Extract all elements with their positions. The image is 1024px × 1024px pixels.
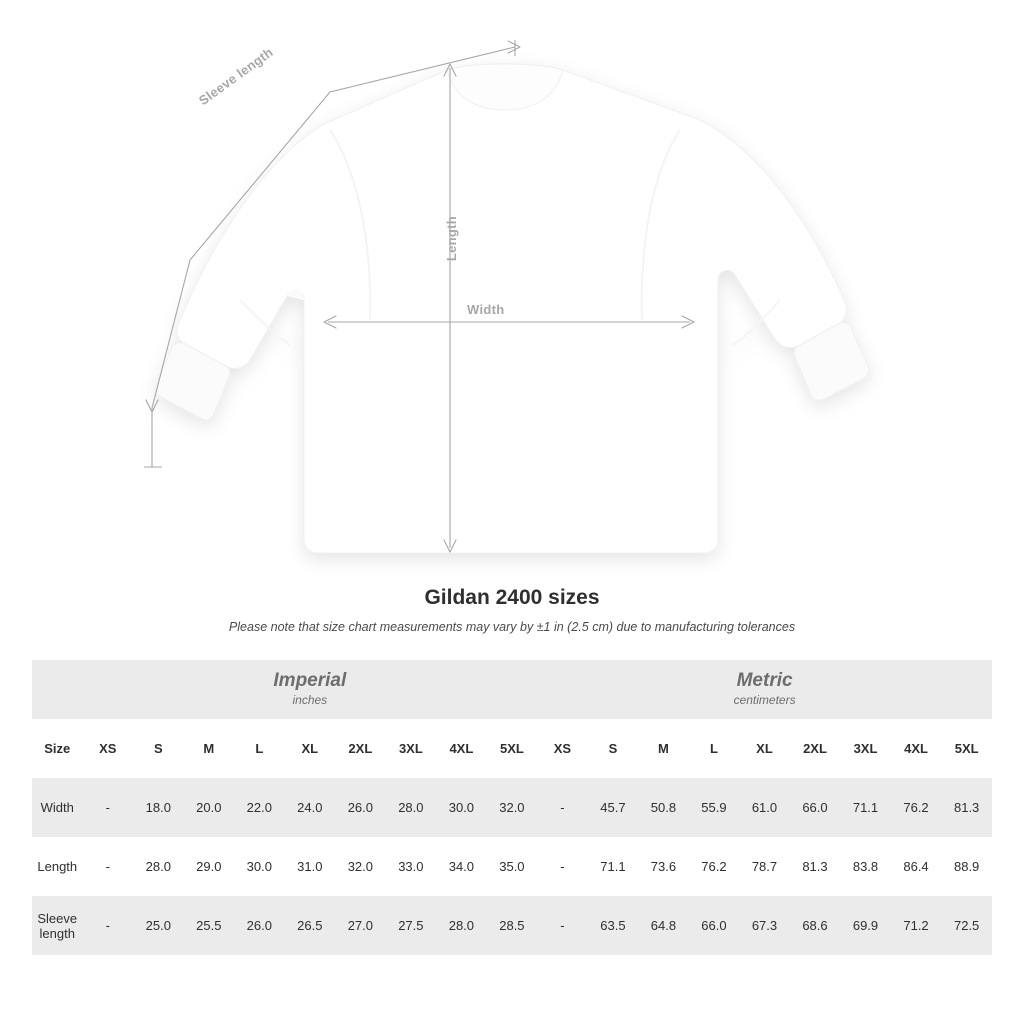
cell-width-metric-l: 55.9 (689, 778, 740, 837)
page-title: Gildan 2400 sizes (424, 586, 600, 609)
unit-title-metric: Metric (736, 669, 793, 691)
cell-width-imperial-4xl: 30.0 (436, 778, 487, 837)
cell-length-metric-s: 71.1 (588, 837, 639, 896)
cell-sleeve-metric-5xl: 72.5 (941, 896, 992, 955)
cell-width-imperial-l: 22.0 (234, 778, 285, 837)
cell-width-imperial-5xl: 32.0 (487, 778, 538, 837)
size-header-metric-4xl: 4XL (891, 719, 942, 778)
size-header-metric-2xl: 2XL (790, 719, 841, 778)
cell-sleeve-imperial-s: 25.0 (133, 896, 184, 955)
unit-sub-imperial: inches (292, 693, 328, 708)
sleeve-length-label: Sleeve length (196, 44, 276, 109)
cell-length-imperial-xs: - (83, 837, 134, 896)
cell-length-metric-l: 76.2 (689, 837, 740, 896)
cell-length-metric-xs: - (537, 837, 588, 896)
table-row (32, 837, 992, 896)
cell-length-metric-5xl: 88.9 (941, 837, 992, 896)
cell-sleeve-imperial-4xl: 28.0 (436, 896, 487, 955)
cell-length-imperial-5xl: 35.0 (487, 837, 538, 896)
cell-sleeve-metric-l: 66.0 (689, 896, 740, 955)
cell-length-imperial-xl: 31.0 (285, 837, 336, 896)
tolerance-note: Please note that size chart measurements may vary by ±1 in (2.5 cm) due to manufacturing tolerances (228, 620, 796, 634)
cell-width-metric-xl: 61.0 (739, 778, 790, 837)
unit-header-spacer (32, 660, 83, 719)
size-header-metric-5xl: 5XL (941, 719, 992, 778)
cell-length-metric-2xl: 81.3 (790, 837, 841, 896)
row-label-sleeve-length: Sleeve length (32, 896, 83, 955)
size-header-metric-xs: XS (537, 719, 588, 778)
cell-width-imperial-s: 18.0 (133, 778, 184, 837)
cell-sleeve-metric-3xl: 69.9 (840, 896, 891, 955)
cell-width-metric-2xl: 66.0 (790, 778, 841, 837)
cell-sleeve-imperial-m: 25.5 (184, 896, 235, 955)
size-header-imperial-xs: XS (83, 719, 134, 778)
cell-length-metric-3xl: 83.8 (840, 837, 891, 896)
table-row (32, 896, 992, 955)
cell-sleeve-metric-s: 63.5 (588, 896, 639, 955)
size-header-metric-m: M (638, 719, 689, 778)
size-header-row (32, 719, 992, 778)
cell-sleeve-imperial-3xl: 27.5 (386, 896, 437, 955)
cell-width-metric-5xl: 81.3 (941, 778, 992, 837)
size-header-imperial-xl: XL (285, 719, 336, 778)
cell-length-imperial-m: 29.0 (184, 837, 235, 896)
cell-length-imperial-4xl: 34.0 (436, 837, 487, 896)
cell-sleeve-imperial-2xl: 27.0 (335, 896, 386, 955)
size-header-imperial-s: S (133, 719, 184, 778)
cell-width-metric-m: 50.8 (638, 778, 689, 837)
cell-width-metric-xs: - (537, 778, 588, 837)
unit-header-row (32, 660, 992, 719)
cell-width-metric-s: 45.7 (588, 778, 639, 837)
cell-sleeve-metric-m: 64.8 (638, 896, 689, 955)
size-header-imperial-2xl: 2XL (335, 719, 386, 778)
cell-sleeve-imperial-xl: 26.5 (285, 896, 336, 955)
cell-sleeve-metric-4xl: 71.2 (891, 896, 942, 955)
size-header-imperial-4xl: 4XL (436, 719, 487, 778)
cell-width-imperial-xs: - (83, 778, 134, 837)
cell-sleeve-imperial-xs: - (83, 896, 134, 955)
cell-sleeve-metric-xl: 67.3 (739, 896, 790, 955)
unit-title-imperial: Imperial (273, 669, 347, 691)
row-label-width: Width (32, 778, 83, 837)
cell-length-metric-xl: 78.7 (739, 837, 790, 896)
cell-length-imperial-s: 28.0 (133, 837, 184, 896)
cell-sleeve-imperial-5xl: 28.5 (487, 896, 538, 955)
size-header-imperial-5xl: 5XL (487, 719, 538, 778)
cell-sleeve-imperial-l: 26.0 (234, 896, 285, 955)
cell-width-imperial-3xl: 28.0 (386, 778, 437, 837)
length-label: Length (444, 216, 459, 262)
cell-length-metric-m: 73.6 (638, 837, 689, 896)
cell-sleeve-metric-xs: - (537, 896, 588, 955)
cell-width-metric-4xl: 76.2 (891, 778, 942, 837)
title-block (0, 586, 1024, 634)
cell-length-imperial-2xl: 32.0 (335, 837, 386, 896)
unit-sub-metric: centimeters (733, 693, 796, 708)
size-header-metric-s: S (588, 719, 639, 778)
unit-header-metric (537, 660, 992, 719)
size-header-metric-l: L (689, 719, 740, 778)
size-header-label: Size (32, 719, 83, 778)
size-header-imperial-m: M (184, 719, 235, 778)
size-header-metric-3xl: 3XL (840, 719, 891, 778)
row-label-length: Length (32, 837, 83, 896)
cell-length-metric-4xl: 86.4 (891, 837, 942, 896)
cell-width-metric-3xl: 71.1 (840, 778, 891, 837)
unit-header-imperial (83, 660, 538, 719)
table-row (32, 778, 992, 837)
size-header-imperial-3xl: 3XL (386, 719, 437, 778)
cell-width-imperial-m: 20.0 (184, 778, 235, 837)
size-table (32, 660, 992, 955)
cell-width-imperial-2xl: 26.0 (335, 778, 386, 837)
cell-sleeve-metric-2xl: 68.6 (790, 896, 841, 955)
cell-length-imperial-3xl: 33.0 (386, 837, 437, 896)
size-header-metric-xl: XL (739, 719, 790, 778)
cell-width-imperial-xl: 24.0 (285, 778, 336, 837)
size-table-wrapper (32, 660, 992, 955)
width-label: Width (467, 302, 505, 317)
size-header-imperial-l: L (234, 719, 285, 778)
cell-length-imperial-l: 30.0 (234, 837, 285, 896)
